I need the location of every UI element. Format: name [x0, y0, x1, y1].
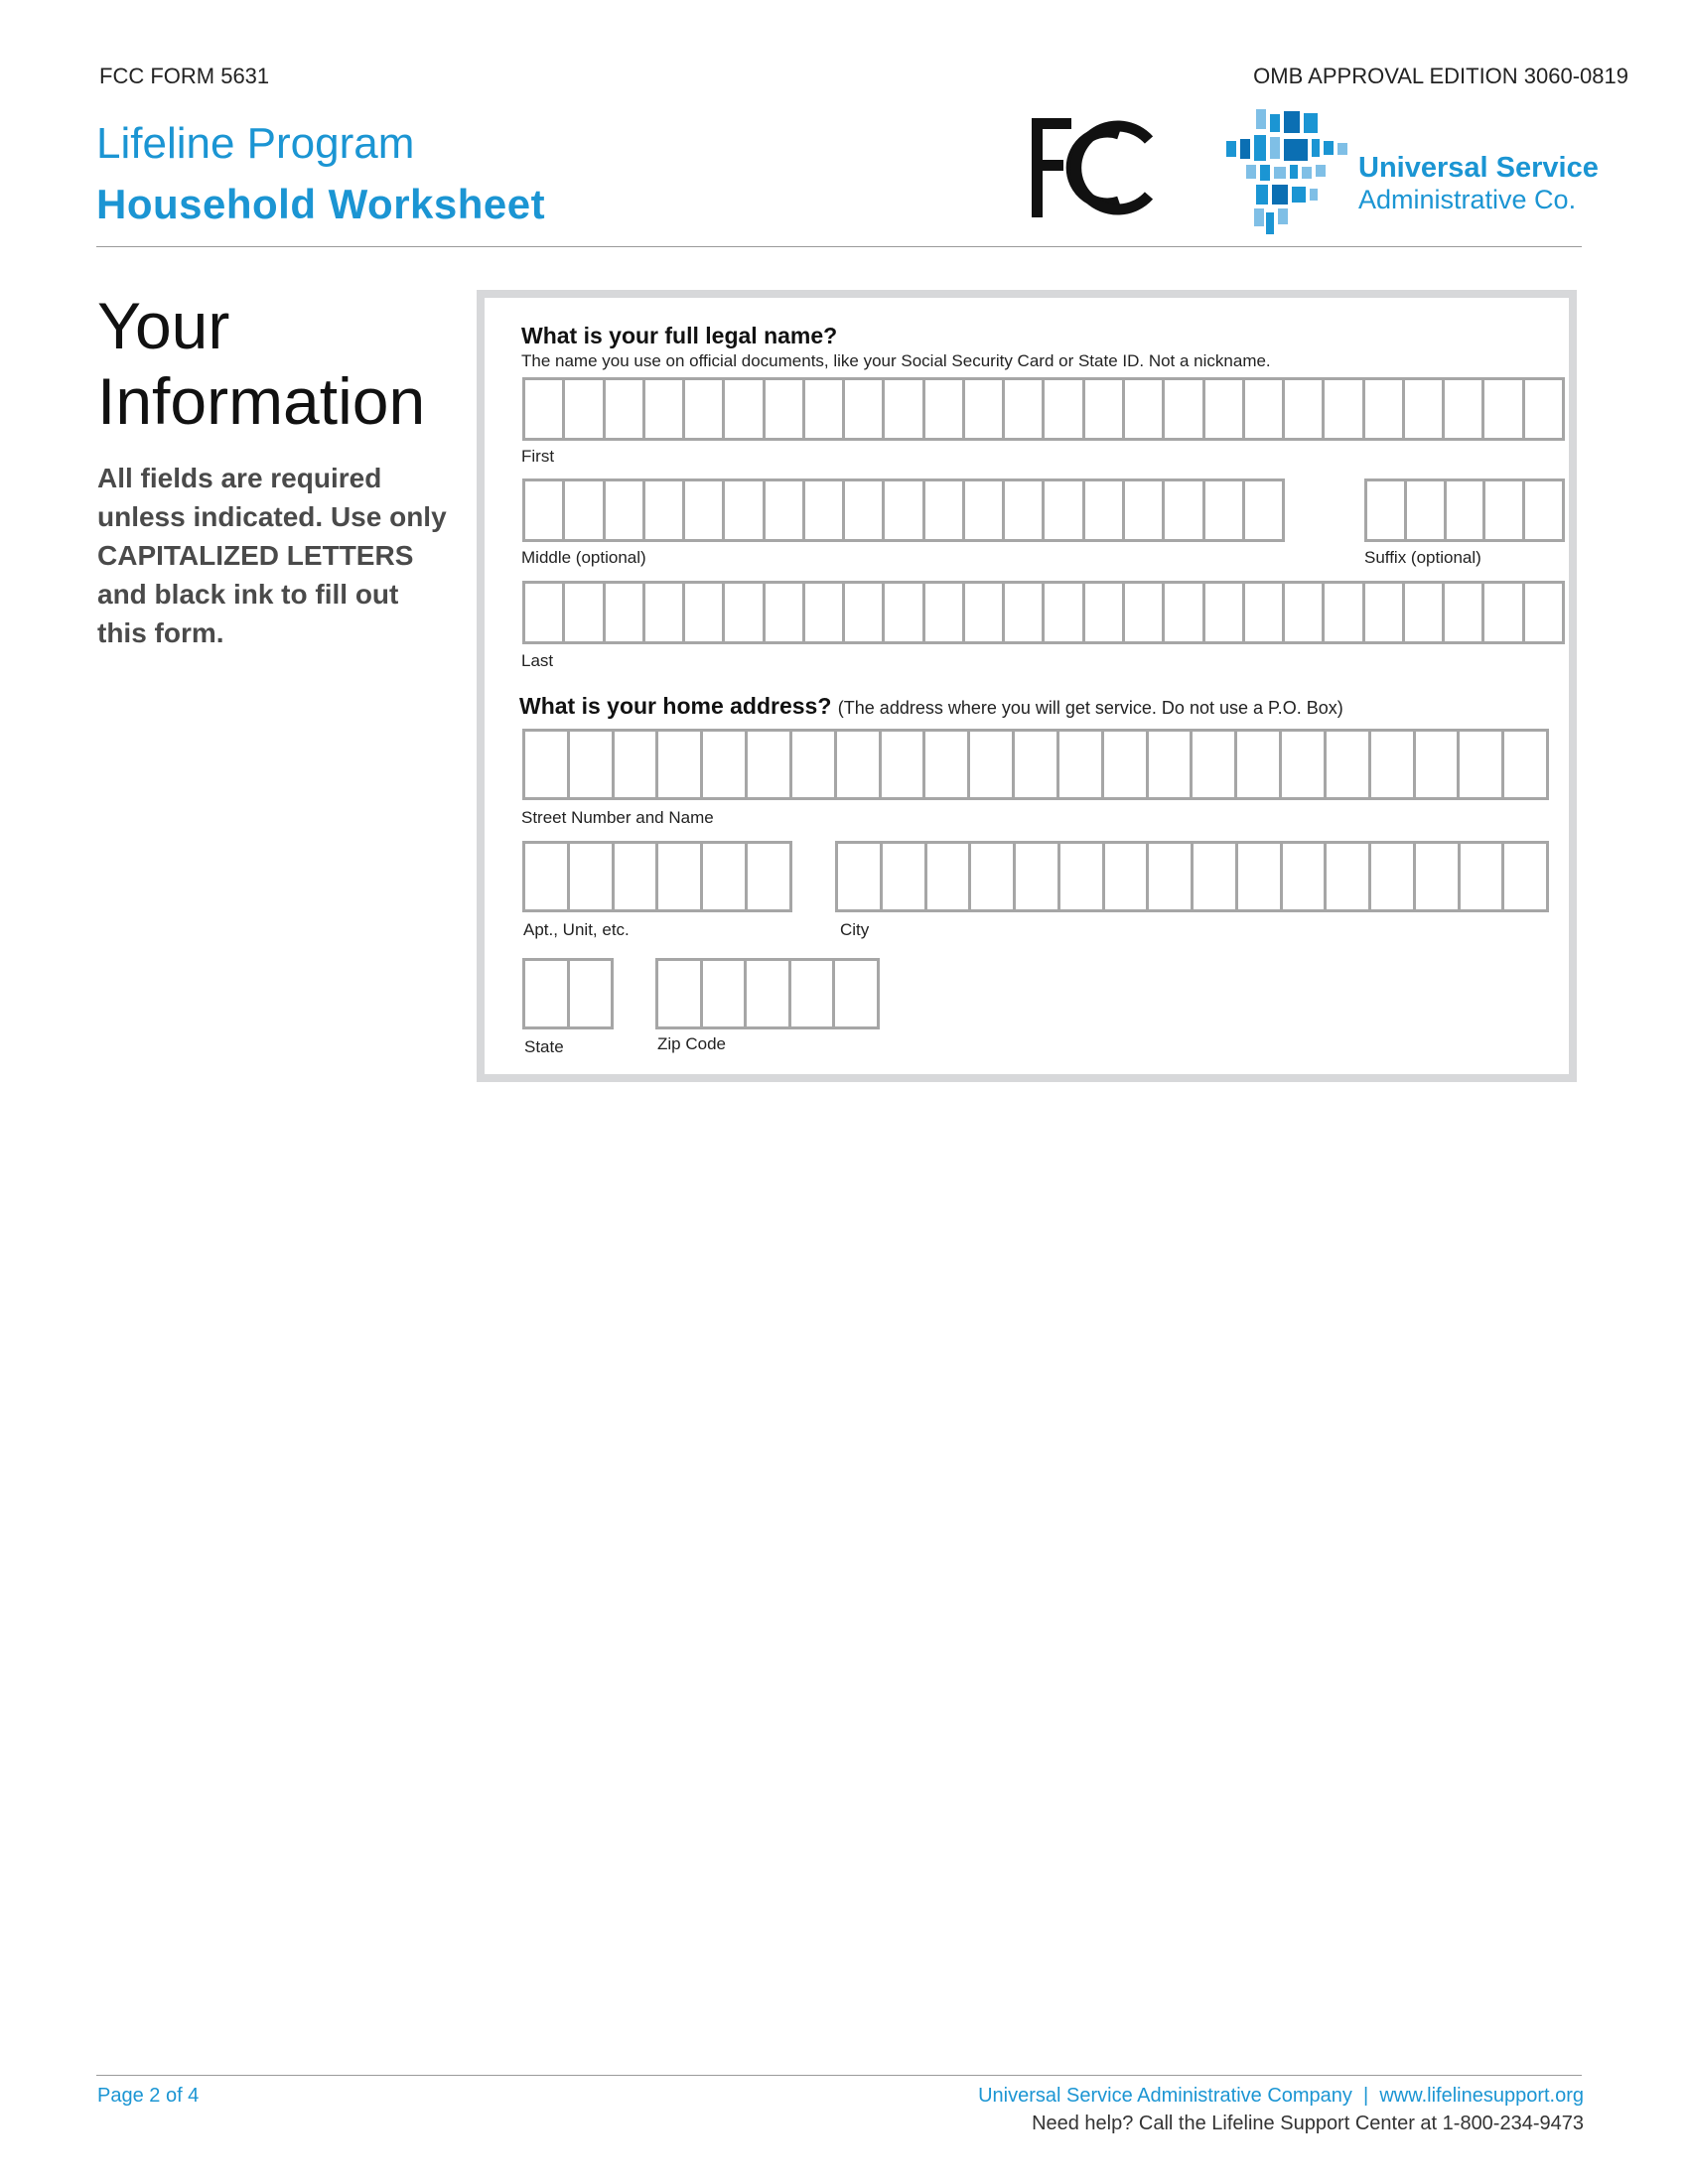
character-box[interactable]	[525, 481, 565, 539]
character-box[interactable]	[1525, 380, 1562, 438]
character-box[interactable]	[805, 584, 845, 641]
worksheet-title: Household Worksheet	[96, 181, 546, 227]
character-box[interactable]	[685, 584, 725, 641]
character-box[interactable]	[1237, 732, 1282, 797]
character-box[interactable]	[1525, 584, 1562, 641]
character-box[interactable]	[925, 732, 970, 797]
character-box[interactable]	[792, 732, 837, 797]
usac-logo-mark	[1226, 109, 1350, 238]
character-box[interactable]	[1193, 732, 1237, 797]
usac-name-line1: Universal Service	[1358, 152, 1599, 184]
character-box[interactable]	[766, 481, 805, 539]
character-box[interactable]	[1365, 380, 1405, 438]
footer-divider	[96, 2075, 1582, 2076]
instructions-line: and black ink to fill out	[97, 579, 399, 610]
character-box[interactable]	[925, 380, 965, 438]
character-box[interactable]	[766, 380, 805, 438]
omb-approval: OMB APPROVAL EDITION 3060-0819	[1253, 64, 1628, 88]
address-question-note: (The address where you will get service. Do not use a P.O. Box)	[837, 698, 1343, 718]
character-box[interactable]	[965, 584, 1005, 641]
character-box[interactable]	[1005, 380, 1045, 438]
first-name-label: First	[521, 447, 555, 466]
character-box[interactable]	[725, 380, 765, 438]
character-box[interactable]	[1405, 584, 1445, 641]
character-box[interactable]	[1327, 844, 1371, 909]
character-box[interactable]	[1045, 584, 1084, 641]
character-box[interactable]	[883, 844, 927, 909]
character-box[interactable]	[1165, 584, 1204, 641]
character-box[interactable]	[1085, 481, 1125, 539]
character-box[interactable]	[1245, 481, 1282, 539]
character-box[interactable]	[1149, 732, 1194, 797]
character-box[interactable]	[965, 380, 1005, 438]
program-title: Lifeline Program	[96, 119, 415, 168]
character-box[interactable]	[570, 844, 615, 909]
character-box[interactable]	[885, 380, 924, 438]
character-box[interactable]	[565, 481, 605, 539]
character-box[interactable]	[1245, 584, 1285, 641]
character-box[interactable]	[606, 481, 645, 539]
character-box[interactable]	[1461, 844, 1505, 909]
character-box[interactable]	[1059, 732, 1104, 797]
character-box[interactable]	[1371, 844, 1416, 909]
character-box[interactable]	[1484, 584, 1524, 641]
first-name-field[interactable]	[522, 377, 1565, 441]
character-box[interactable]	[685, 481, 725, 539]
character-box[interactable]	[1371, 732, 1416, 797]
character-box[interactable]	[1205, 380, 1245, 438]
character-box[interactable]	[1447, 481, 1486, 539]
character-box[interactable]	[703, 732, 748, 797]
character-box[interactable]	[925, 481, 965, 539]
character-box[interactable]	[1085, 584, 1125, 641]
character-box[interactable]	[725, 481, 765, 539]
character-box[interactable]	[1367, 481, 1407, 539]
footer-help-line: Need help? Call the Lifeline Support Center at 1-800-234-9473	[1032, 2113, 1584, 2134]
suffix-field[interactable]	[1364, 478, 1565, 542]
character-box[interactable]	[1125, 380, 1165, 438]
character-box[interactable]	[1504, 732, 1546, 797]
character-box[interactable]	[1238, 844, 1283, 909]
character-box[interactable]	[1416, 844, 1461, 909]
character-box[interactable]	[791, 961, 836, 1026]
section-title-line2: Information	[97, 364, 426, 438]
character-box[interactable]	[703, 961, 748, 1026]
middle-name-field[interactable]	[522, 478, 1285, 542]
character-box[interactable]	[658, 961, 703, 1026]
character-box[interactable]	[885, 481, 924, 539]
character-box[interactable]	[1060, 844, 1105, 909]
address-question-title	[519, 693, 1343, 720]
character-box[interactable]	[1365, 584, 1405, 641]
character-box[interactable]	[1165, 380, 1204, 438]
character-box[interactable]	[845, 584, 885, 641]
character-box[interactable]	[565, 380, 605, 438]
character-box[interactable]	[1165, 481, 1204, 539]
character-box[interactable]	[685, 380, 725, 438]
character-box[interactable]	[615, 732, 659, 797]
state-label: State	[524, 1037, 564, 1056]
middle-name-label: Middle (optional)	[521, 548, 646, 567]
address-question-text: What is your home address?	[519, 693, 832, 719]
instructions	[97, 459, 455, 652]
character-box[interactable]	[1015, 732, 1059, 797]
character-box[interactable]	[748, 732, 792, 797]
character-box[interactable]	[845, 380, 885, 438]
name-question-title: What is your full legal name?	[521, 323, 838, 348]
character-box[interactable]	[1194, 844, 1238, 909]
character-box[interactable]	[1325, 584, 1364, 641]
character-box[interactable]	[805, 481, 845, 539]
state-field[interactable]	[522, 958, 614, 1029]
form-panel	[477, 290, 1577, 1082]
character-box[interactable]	[658, 732, 703, 797]
name-question-subtitle: The name you use on official documents, like your Social Security Card or State ID. Not a nickname.	[521, 351, 1271, 370]
instructions-line: unless indicated. Use only	[97, 501, 447, 532]
character-box[interactable]	[525, 961, 570, 1026]
usac-logo-text	[1358, 152, 1599, 215]
character-box[interactable]	[1005, 584, 1045, 641]
character-box[interactable]	[1460, 732, 1504, 797]
instructions-line: All fields are required	[97, 463, 382, 493]
character-box[interactable]	[1416, 732, 1461, 797]
character-box[interactable]	[1325, 380, 1364, 438]
instructions-line: CAPITALIZED LETTERS	[97, 540, 414, 571]
header-divider	[96, 246, 1582, 247]
street-label: Street Number and Name	[521, 808, 714, 827]
instructions-line: this form.	[97, 617, 224, 648]
character-box[interactable]	[1407, 481, 1447, 539]
character-box[interactable]	[565, 584, 605, 641]
character-box[interactable]	[1504, 844, 1546, 909]
character-box[interactable]	[971, 844, 1016, 909]
character-box[interactable]	[748, 844, 789, 909]
character-box[interactable]	[965, 481, 1005, 539]
character-box[interactable]	[1484, 380, 1524, 438]
character-box[interactable]	[1125, 584, 1165, 641]
character-box[interactable]	[658, 844, 703, 909]
character-box[interactable]	[645, 380, 685, 438]
apt-field[interactable]	[522, 841, 792, 912]
character-box[interactable]	[805, 380, 845, 438]
street-field[interactable]	[522, 729, 1549, 800]
character-box[interactable]	[1105, 844, 1150, 909]
character-box[interactable]	[1205, 481, 1245, 539]
footer-org-link[interactable]: Universal Service Administrative Company | www.lifelinesupport.org	[978, 2085, 1584, 2107]
section-title	[97, 288, 425, 439]
city-label: City	[840, 920, 870, 939]
character-box[interactable]	[882, 732, 926, 797]
character-box[interactable]	[1285, 380, 1325, 438]
character-box[interactable]	[835, 961, 877, 1026]
character-box[interactable]	[703, 844, 748, 909]
character-box[interactable]	[837, 732, 882, 797]
character-box[interactable]	[925, 584, 965, 641]
character-box[interactable]	[970, 732, 1015, 797]
fcc-logo	[1028, 114, 1157, 223]
character-box[interactable]	[1016, 844, 1060, 909]
character-box[interactable]	[1405, 380, 1445, 438]
character-box[interactable]	[838, 844, 883, 909]
character-box[interactable]	[525, 380, 565, 438]
character-box[interactable]	[1285, 584, 1325, 641]
zip-field[interactable]	[655, 958, 880, 1029]
character-box[interactable]	[845, 481, 885, 539]
last-name-field[interactable]	[522, 581, 1565, 644]
character-box[interactable]	[570, 961, 612, 1026]
character-box[interactable]	[1005, 481, 1045, 539]
city-field[interactable]	[835, 841, 1549, 912]
character-box[interactable]	[927, 844, 972, 909]
page-number: Page 2 of 4	[97, 2085, 200, 2107]
character-box[interactable]	[1525, 481, 1562, 539]
zip-label: Zip Code	[657, 1034, 726, 1053]
character-box[interactable]	[1445, 380, 1484, 438]
usac-name-line2: Administrative Co.	[1358, 185, 1577, 214]
character-box[interactable]	[615, 844, 659, 909]
form-number: FCC FORM 5631	[99, 64, 270, 88]
character-box[interactable]	[1283, 844, 1328, 909]
character-box[interactable]	[570, 732, 615, 797]
character-box[interactable]	[1245, 380, 1285, 438]
section-title-line1: Your	[97, 289, 230, 362]
character-box[interactable]	[606, 380, 645, 438]
character-box[interactable]	[1445, 584, 1484, 641]
character-box[interactable]	[525, 584, 565, 641]
character-box[interactable]	[1205, 584, 1245, 641]
character-box[interactable]	[1327, 732, 1371, 797]
character-box[interactable]	[645, 481, 685, 539]
character-box[interactable]	[1485, 481, 1525, 539]
character-box[interactable]	[1282, 732, 1327, 797]
character-box[interactable]	[1149, 844, 1194, 909]
character-box[interactable]	[766, 584, 805, 641]
character-box[interactable]	[1045, 380, 1084, 438]
character-box[interactable]	[747, 961, 791, 1026]
suffix-label: Suffix (optional)	[1364, 548, 1481, 567]
character-box[interactable]	[885, 584, 924, 641]
apt-label: Apt., Unit, etc.	[523, 920, 630, 939]
character-box[interactable]	[645, 584, 685, 641]
character-box[interactable]	[525, 844, 570, 909]
character-box[interactable]	[725, 584, 765, 641]
last-name-label: Last	[521, 651, 554, 670]
character-box[interactable]	[1045, 481, 1084, 539]
character-box[interactable]	[1085, 380, 1125, 438]
character-box[interactable]	[1104, 732, 1149, 797]
character-box[interactable]	[1125, 481, 1165, 539]
character-box[interactable]	[606, 584, 645, 641]
character-box[interactable]	[525, 732, 570, 797]
